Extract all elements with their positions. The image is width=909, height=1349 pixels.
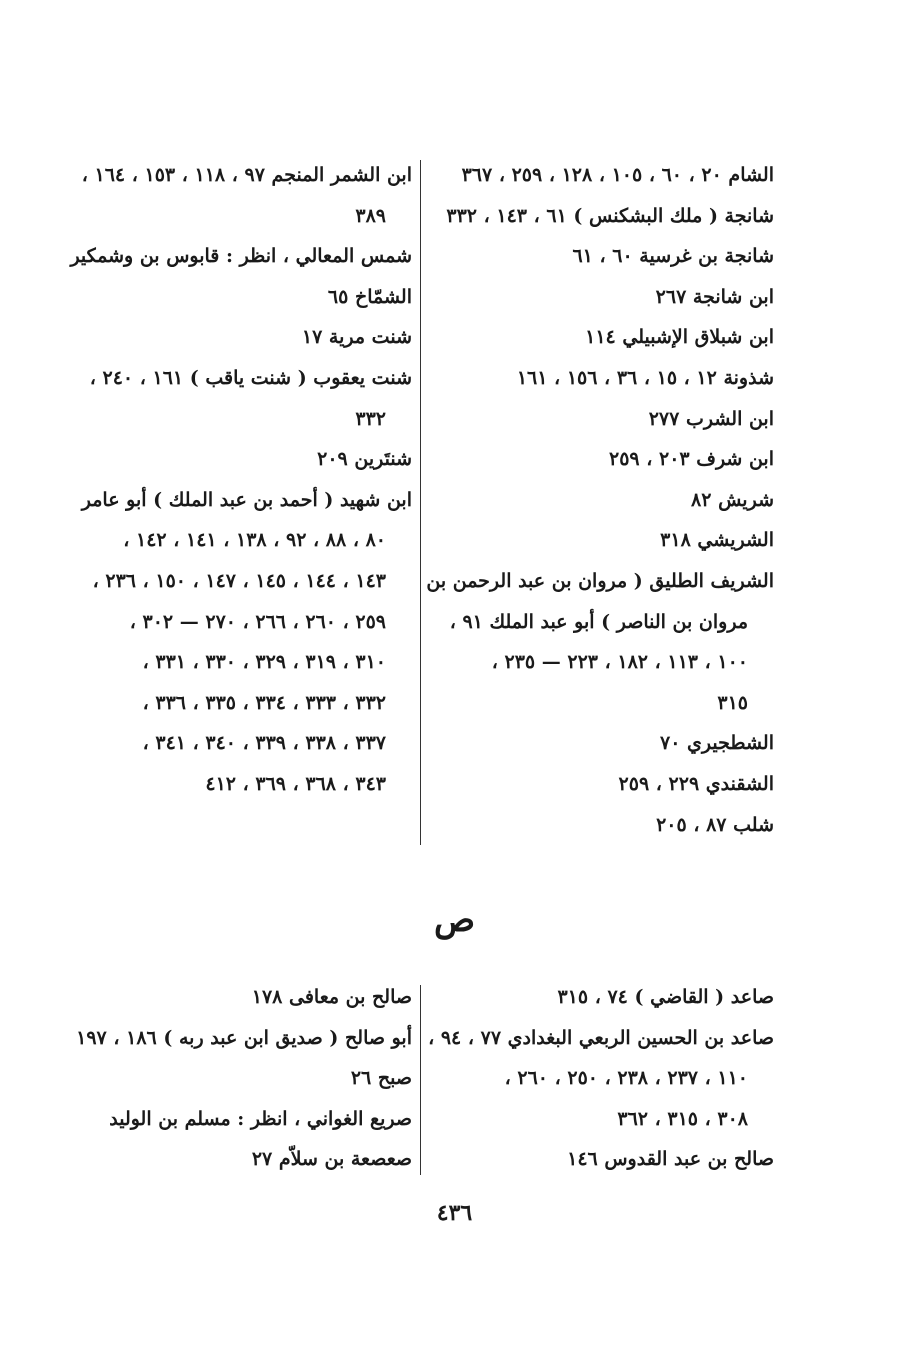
index-entry-line: صبح ٢٦ bbox=[350, 1067, 412, 1090]
index-entry bbox=[428, 1018, 774, 1140]
index-entry-line: صريع الغواني ، انظر : مسلم بن الوليد bbox=[109, 1107, 412, 1130]
index-entry-line: الشام ٢٠ ، ٦٠ ، ١٠٥ ، ١٢٨ ، ٢٥٩ ، ٣٦٧ bbox=[461, 164, 774, 186]
index-entry bbox=[434, 977, 774, 1018]
index-entry-line: صعصعة بن سلاّم ٢٧ bbox=[251, 1148, 412, 1171]
index-entry bbox=[434, 723, 774, 764]
index-entry-line: صالح بن عبد القدوس ١٤٦ bbox=[567, 1148, 774, 1171]
index-entry-line: ابن شرف ٢٠٣ ، ٢٥٩ bbox=[609, 448, 774, 471]
index-entry-line: ابن شانجة ٢٦٧ bbox=[655, 285, 774, 308]
index-entry-continuation: مروان بن الناصر ) أبو عبد الملك ٩١ ، bbox=[449, 610, 748, 633]
index-entry-continuation: ٣١٠ ، ٣١٩ ، ٣٢٩ ، ٣٣٠ ، ٣٣١ ، bbox=[142, 651, 386, 674]
index-column-right-bottom bbox=[428, 977, 774, 1180]
index-entry bbox=[426, 561, 774, 723]
index-entry-line: الشمّاخ ٦٥ bbox=[327, 285, 412, 308]
index-entry bbox=[52, 236, 412, 277]
index-entry bbox=[52, 277, 412, 318]
index-entry-line: الشريف الطليق ( مروان بن عبد الرحمن بن bbox=[426, 569, 774, 592]
index-entry-line: شنت مرية ١٧ bbox=[301, 326, 412, 349]
index-entry bbox=[434, 439, 774, 480]
index-entry bbox=[434, 155, 774, 196]
index-entry-line: ابن شهيد ( أحمد بن عبد الملك ) أبو عامر bbox=[81, 488, 412, 511]
index-entry-line: صاعد ( القاضي ) ٧٤ ، ٣١٥ bbox=[557, 986, 774, 1008]
index-entry bbox=[52, 1018, 412, 1059]
index-entry-line: ابن الشرب ٢٧٧ bbox=[648, 407, 774, 430]
index-entry-line: شنت يعقوب ( شنت ياقب ) ١٦١ ، ٢٤٠ ، bbox=[89, 366, 412, 389]
index-entry bbox=[52, 317, 412, 358]
index-entry bbox=[52, 358, 412, 439]
index-entry bbox=[52, 480, 412, 805]
index-entry-continuation: ٢٥٩ ، ٢٦٠ ، ٢٦٦ ، ٢٧٠ — ٣٠٢ ، bbox=[129, 610, 386, 633]
index-entry bbox=[52, 439, 412, 480]
index-entry-continuation: ٣٠٨ ، ٣١٥ ، ٣٦٢ bbox=[617, 1107, 748, 1130]
index-entry-continuation: ٣٤٣ ، ٣٦٨ ، ٣٦٩ ، ٤١٢ bbox=[205, 772, 386, 795]
index-entry bbox=[434, 1139, 774, 1180]
index-entry-line: شذونة ١٢ ، ١٥ ، ٣٦ ، ١٥٦ ، ١٦١ bbox=[516, 366, 774, 389]
index-entry bbox=[434, 764, 774, 805]
index-entry-line: ابن شبلاق الإشبيلي ١١٤ bbox=[585, 326, 774, 349]
index-entry-continuation: ٣٣٢ ، ٣٣٣ ، ٣٣٤ ، ٣٣٥ ، ٣٣٦ ، bbox=[142, 691, 386, 714]
section-letter-heading: ص bbox=[433, 900, 476, 940]
index-entry-continuation: ٨٠ ، ٨٨ ، ٩٢ ، ١٣٨ ، ١٤١ ، ١٤٢ ، bbox=[123, 529, 386, 552]
index-entry-line: أبو صالح ( صديق ابن عبد ربه ) ١٨٦ ، ١٩٧ bbox=[76, 1026, 412, 1049]
index-entry bbox=[434, 805, 774, 846]
index-entry-continuation: ١٤٣ ، ١٤٤ ، ١٤٥ ، ١٤٧ ، ١٥٠ ، ٢٣٦ ، bbox=[92, 569, 386, 592]
index-entry-line: الشقندي ٢٢٩ ، ٢٥٩ bbox=[618, 772, 774, 795]
index-entry-line: صالح بن معافى ١٧٨ bbox=[251, 986, 412, 1008]
index-column-right-top bbox=[426, 155, 774, 845]
index-entry-continuation: ٣٣٢ bbox=[355, 407, 386, 430]
index-entry bbox=[52, 1058, 412, 1099]
index-column-left-top bbox=[52, 155, 412, 805]
index-entry-line: شانجة ( ملك البشكنس ) ٦١ ، ١٤٣ ، ٣٣٢ bbox=[446, 204, 774, 227]
page-number: ٤٣٦ bbox=[436, 1200, 473, 1226]
index-entry bbox=[434, 480, 774, 521]
index-entry-line: صاعد بن الحسين الربعي البغدادي ٧٧ ، ٩٤ ، bbox=[428, 1026, 774, 1049]
index-entry bbox=[434, 317, 774, 358]
index-entry-continuation: ١٠٠ ، ١١٣ ، ١٨٢ ، ٢٢٣ — ٢٣٥ ، bbox=[491, 651, 748, 674]
index-entry bbox=[52, 1139, 412, 1180]
index-entry-continuation: ١١٠ ، ٢٣٧ ، ٢٣٨ ، ٢٥٠ ، ٢٦٠ ، bbox=[504, 1067, 748, 1090]
index-entry-line: شريش ٨٢ bbox=[691, 488, 774, 511]
index-entry-line: شلب ٨٧ ، ٢٠٥ bbox=[656, 813, 774, 836]
index-entry-line: شمس المعالي ، انظر : قابوس بن وشمكير bbox=[70, 245, 412, 268]
index-entry bbox=[52, 977, 412, 1018]
index-entry bbox=[434, 236, 774, 277]
index-entry bbox=[52, 1099, 412, 1140]
index-entry bbox=[52, 155, 412, 236]
index-entry-continuation: ٣٣٧ ، ٣٣٨ ، ٣٣٩ ، ٣٤٠ ، ٣٤١ ، bbox=[142, 732, 386, 755]
index-entry-continuation: ٣١٥ bbox=[717, 691, 748, 714]
index-entry-line: شنتَرين ٢٠٩ bbox=[317, 448, 412, 471]
column-divider-bottom bbox=[420, 985, 421, 1175]
index-entry bbox=[434, 399, 774, 440]
index-entry bbox=[434, 520, 774, 561]
index-entry-continuation: ٣٨٩ bbox=[355, 204, 386, 227]
index-entry-line: شانجة بن غرسية ٦٠ ، ٦١ bbox=[572, 245, 774, 268]
column-divider-top bbox=[420, 160, 421, 845]
index-entry bbox=[434, 196, 774, 237]
index-entry bbox=[434, 358, 774, 399]
index-column-left-bottom bbox=[52, 977, 412, 1180]
index-entry-line: الشطجيري ٧٠ bbox=[660, 732, 774, 755]
index-entry bbox=[434, 277, 774, 318]
index-entry-line: ابن الشمر المنجم ٩٧ ، ١١٨ ، ١٥٣ ، ١٦٤ ، bbox=[81, 164, 412, 186]
index-entry-line: الشريشي ٣١٨ bbox=[660, 529, 774, 552]
